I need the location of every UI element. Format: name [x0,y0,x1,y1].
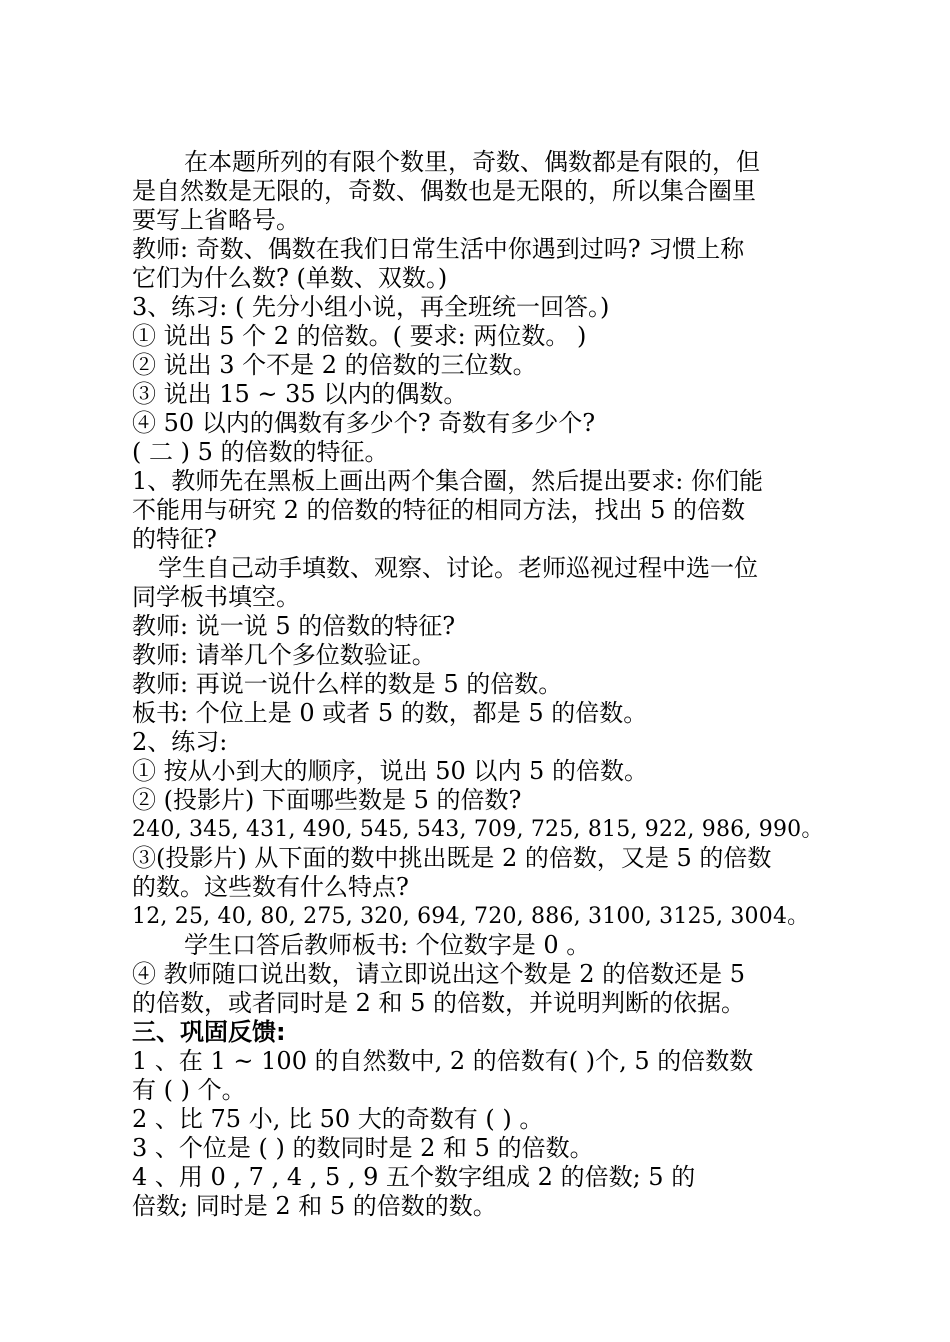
section-heading: ( 二 ) 5 的倍数的特征。 [132,438,389,466]
paragraph-line: 不能用与研究 2 的倍数的特征的相同方法，找出 5 的倍数 [132,496,746,524]
list-item: ① 说出 5 个 2 的倍数。( 要求: 两位数。 ) [132,322,587,350]
exercise-line: 4 、用 0 , 7 , 4 , 5 , 9 五个数字组成 2 的倍数; 5 的 [132,1163,696,1191]
list-item: ② 说出 3 个不是 2 的倍数的三位数。 [132,351,537,379]
list-item: ③ 说出 15 ~ 35 以内的偶数。 [132,380,468,408]
paragraph-line: 教师: 说一说 5 的倍数的特征? [132,612,456,640]
exercise-line: 有 ( ) 个。 [132,1076,246,1104]
paragraph-line: 在本题所列的有限个数里，奇数、偶数都是有限的，但 [184,148,760,176]
list-item: ① 按从小到大的顺序，说出 50 以内 5 的倍数。 [132,757,648,785]
paragraph-line: 学生自己动手填数、观察、讨论。老师巡视过程中选一位 [158,554,758,582]
exercise-line: 3 、个位是 ( ) 的数同时是 2 和 5 的倍数。 [132,1134,594,1162]
paragraph-line: 同学板书填空。 [132,583,300,611]
paragraph-line: 教师: 奇数、偶数在我们日常生活中你遇到过吗? 习惯上称 [132,235,745,263]
list-item: ③(投影片) 从下面的数中挑出既是 2 的倍数，又是 5 的倍数 [132,844,772,872]
exercise-line: 1 、在 1 ~ 100 的自然数中, 2 的倍数有( )个, 5 的倍数数 [132,1047,754,1075]
paragraph-line: 的特征? [132,525,217,553]
paragraph-line: 3、练习: ( 先分小组小说，再全班统一回答。) [132,293,610,321]
paragraph-line: 要写上省略号。 [132,206,300,234]
paragraph-line: 1、教师先在黑板上画出两个集合圈，然后提出要求: 你们能 [132,467,763,495]
paragraph-line: 2、练习: [132,728,228,756]
paragraph-line: 教师: 请举几个多位数验证。 [132,641,436,669]
document-body [132,148,832,1221]
paragraph-line: 它们为什么数? (单数、双数。) [132,264,448,292]
paragraph-line: 是自然数是无限的，奇数、偶数也是无限的，所以集合圈里 [132,177,756,205]
list-item: ④ 教师随口说出数，请立即说出这个数是 2 的倍数还是 5 [132,960,746,988]
number-list: 12, 25, 40, 80, 275, 320, 694, 720, 886, 3100, 3125, 3004。 [132,904,810,929]
paragraph-line: 的倍数，或者同时是 2 和 5 的倍数，并说明判断的依据。 [132,989,746,1017]
exercise-line: 倍数; 同时是 2 和 5 的倍数的数。 [132,1192,497,1220]
list-item: ② (投影片) 下面哪些数是 5 的倍数? [132,786,522,814]
number-list: 240, 345, 431, 490, 545, 543, 709, 725, 815, 922, 986, 990。 [132,817,824,842]
paragraph-line: 的数。这些数有什么特点? [132,873,409,901]
paragraph-line: 板书: 个位上是 0 或者 5 的数，都是 5 的倍数。 [132,699,648,727]
section-heading: 三、巩固反馈: [132,1018,286,1046]
list-item: ④ 50 以内的偶数有多少个? 奇数有多少个? [132,409,596,437]
paragraph-line: 学生口答后教师板书: 个位数字是 0 。 [184,931,591,959]
paragraph-line: 教师: 再说一说什么样的数是 5 的倍数。 [132,670,563,698]
exercise-line: 2 、比 75 小, 比 50 大的奇数有 ( ) 。 [132,1105,544,1133]
